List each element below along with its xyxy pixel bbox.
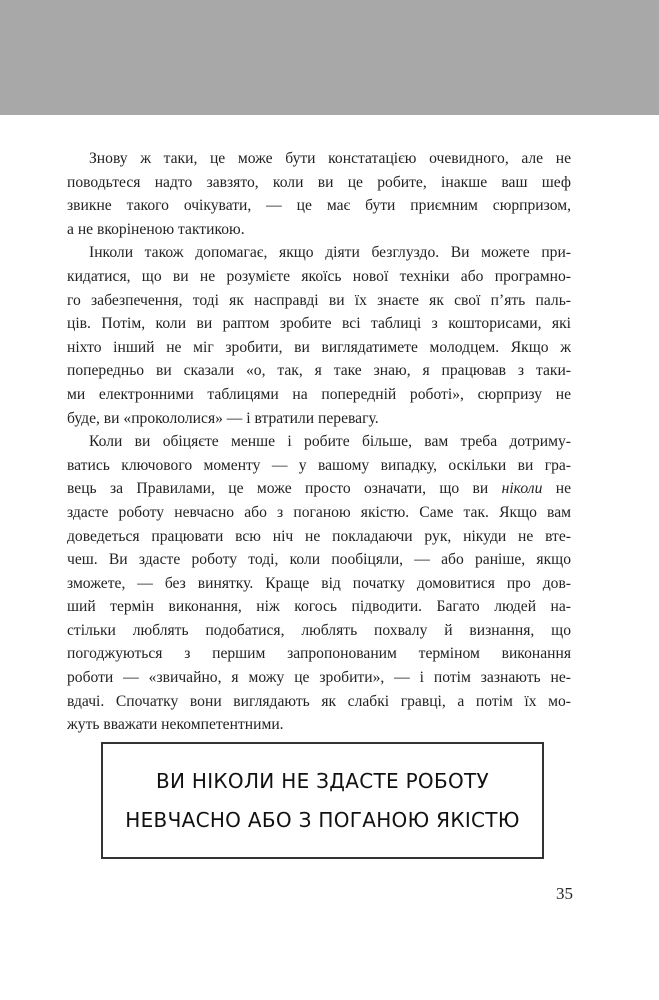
text-line: а не вкоріненою тактикою.: [67, 220, 245, 238]
text-line: поводьтеся надто завзято, коли ви це робите, інакше ваш шеф: [67, 173, 571, 191]
header-band: [0, 0, 659, 115]
text-line: Інколи також допомагає, якщо діяти безглуздо. Ви можете при-: [89, 244, 571, 262]
text-run: не: [542, 480, 571, 498]
body-text: [67, 147, 571, 737]
text-line: [67, 477, 571, 501]
pull-quote-line: ВИ НІКОЛИ НЕ ЗДАСТЕ РОБОТУ: [155, 768, 490, 793]
paragraph: [67, 430, 571, 737]
text-line: зможете, — без винятку. Краще від початку домовитися про дов-: [67, 574, 571, 592]
text-line: стільки люблять подобатися, люблять похвалу й визнання, що: [67, 621, 571, 639]
text-line: чеш. Ви здасте роботу тоді, коли пообіцяли, — або раніше, якщо: [67, 551, 571, 569]
text-line: Знову ж таки, це може бути констатацією очевидного, але не: [89, 150, 571, 167]
text-line: жуть вважати некомпетентними.: [67, 716, 284, 734]
pull-quote-line: НЕВЧАСНО АБО З ПОГАНОЮ ЯКІСТЮ: [125, 807, 520, 832]
page-number: 35: [556, 884, 573, 903]
text-line: здасте роботу невчасно або з поганою якістю. Саме так. Якщо вам: [67, 503, 571, 521]
emphasis: ніколи: [501, 480, 543, 498]
text-line: Коли ви обіцяєте менше і робите більше, вам треба дотриму-: [89, 433, 571, 451]
text-line: ніхто інший не міг зробити, ви виглядатимете молодцем. Якщо ж: [67, 338, 571, 356]
paragraph: [67, 147, 571, 241]
text-line: буде, ви «прокололися» — і втратили перевагу.: [67, 409, 379, 427]
text-line: вдачі. Спочатку вони виглядають як слабкі гравці, а потім їх мо-: [67, 692, 571, 710]
text-line: ців. Потім, коли ви раптом зробите всі таблиці з кошторисами, які: [67, 315, 571, 333]
text-run: вець за Правилами, це може просто означати, що ви: [67, 480, 502, 498]
text-line: попередньо ви сказали «о, так, я таке знаю, я працював з таки-: [67, 362, 571, 380]
text-line: ватись ключового моменту — у вашому випадку, оскільки ви гра-: [67, 456, 571, 474]
text-line: доведеться працювати всю ніч не покладаючи рук, нікуди не вте-: [67, 527, 571, 545]
paragraph: [67, 241, 571, 430]
text-line: роботи — «звичайно, я можу це зробити», — і потім зазнають не-: [67, 669, 571, 687]
text-line: го забезпечення, тоді як насправді ви їх знаєте як свої п’ять паль-: [67, 291, 571, 309]
text-line: ший термін виконання, ніж когось підводити. Багато людей на-: [67, 598, 571, 616]
pull-quote-box: [101, 742, 544, 859]
text-line: звикне такого очікувати, — це має бути приємним сюрпризом,: [67, 197, 571, 215]
text-line: ми електронними таблицями на попередній роботі», сюрпризу не: [67, 385, 571, 403]
text-line: погоджуються з першим запропонованим терміном виконання: [67, 645, 571, 663]
text-line: кидатися, що ви не розумієте якоїсь нової техніки або програмно-: [67, 267, 571, 285]
